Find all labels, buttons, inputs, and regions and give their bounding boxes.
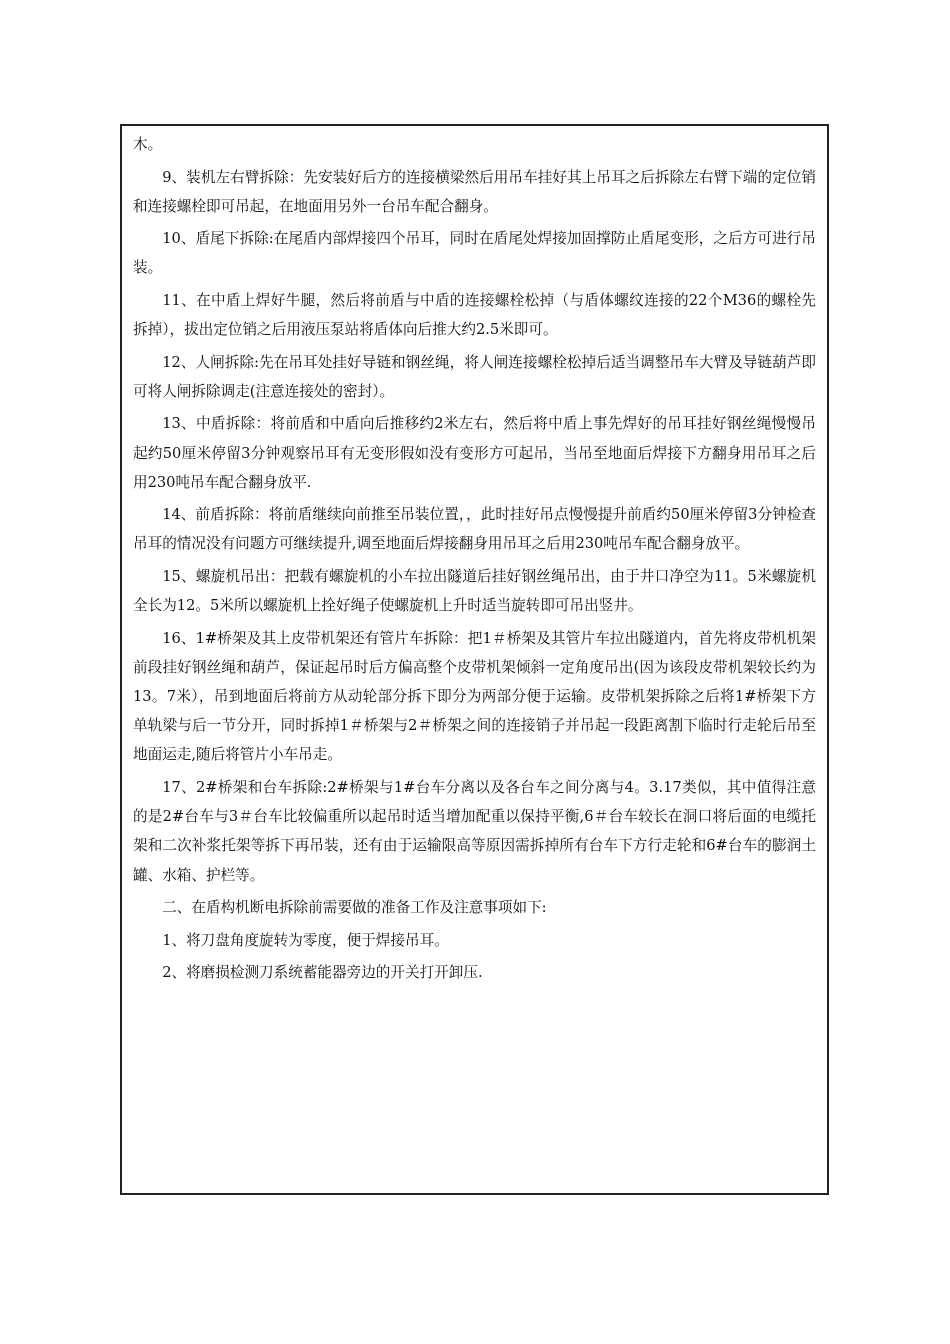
paragraph-prep-2: 2、将磨损检测刀系统蓄能器旁边的开关打开卸压. — [162, 964, 483, 982]
paragraph-item-12: 12、人闸拆除:先在吊耳处挂好导链和钢丝绳，将人闸连接螺栓松掉后适当调整吊车大臂及导链葫芦即可将人闸拆除调走(注意连接处的密封）。 — [133, 353, 816, 400]
document-frame — [120, 124, 829, 1195]
section-heading-2: 二、在盾构机断电拆除前需要做的准备工作及注意事项如下: — [162, 899, 547, 917]
paragraph-item-13: 13、中盾拆除：将前盾和中盾向后推移约2米左右，然后将中盾上事先焊好的吊耳挂好钢丝绳慢慢吊起约50厘米停留3分钟观察吊耳有无变形假如没有变形方可起吊，当吊至地面后焊接下方翻身用吊耳之后用230吨吊车配合翻身放平. — [133, 415, 816, 491]
paragraph-item-17: 17、2#桥架和台车拆除:2#桥架与1#台车分离以及各台车之间分离与4。3.17类似，其中值得注意的是2#台车与3＃台车比较偏重所以起吊时适当增加配重以保持平衡,6＃台车较长在洞口将后面的电缆托架和二次补浆托架等拆下再吊装，还有由于运输限高等原因需拆掉所有台车下方行走轮和6#台车的膨润土罐、水箱、护栏等。 — [133, 778, 816, 884]
paragraph-prep-1: 1、将刀盘角度旋转为零度，便于焊接吊耳。 — [162, 931, 449, 949]
paragraph-item-9: 9、装机左右臂拆除：先安装好后方的连接横梁然后用吊车挂好其上吊耳之后拆除左右臂下端的定位销和连接螺栓即可吊起，在地面用另外一台吊车配合翻身。 — [133, 168, 816, 215]
paragraph-item-10: 10、盾尾下拆除:在尾盾内部焊接四个吊耳，同时在盾尾处焊接加固撑防止盾尾变形，之后方可进行吊装。 — [133, 230, 816, 277]
paragraph-continuation: 木。 — [133, 136, 163, 153]
paragraph-item-11: 11、在中盾上焊好牛腿，然后将前盾与中盾的连接螺栓松掉（与盾体螺纹连接的22个M36的螺栓先拆掉），拔出定位销之后用液压泵站将盾体向后推大约2.5米即可。 — [133, 291, 816, 339]
document-body — [133, 130, 816, 991]
paragraph-item-14: 14、前盾拆除：将前盾继续向前推至吊装位置，，此时挂好吊点慢慢提升前盾约50厘米停留3分钟检查吊耳的情况没有问题方可继续提升,调至地面后焊接翻身用吊耳之后用230吨吊车配合翻身放平。 — [133, 506, 816, 553]
paragraph-item-16: 16、1#桥架及其上皮带机架还有管片车拆除：把1＃桥架及其管片车拉出隧道内，首先将皮带机机架前段挂好钢丝绳和葫芦，保证起吊时后方偏高整个皮带机架倾斜一定角度吊出(因为该段皮带机架较长约为13。7米），吊到地面后将前方从动轮部分拆下即分为两部分便于运输。皮带机架拆除之后将1#桥架下方单轨梁与后一节分开，同时拆掉1＃桥架与2＃桥架之间的连接销子并吊起一段距离割下临时行走轮后吊至地面运走,随后将管片小车吊走。 — [133, 629, 816, 764]
paragraph-item-15: 15、螺旋机吊出：把载有螺旋机的小车拉出隧道后挂好钢丝绳吊出，由于井口净空为11。5米螺旋机全长为12。5米所以螺旋机上拴好绳子使螺旋机上升时适当旋转即可吊出竖井。 — [133, 567, 816, 615]
